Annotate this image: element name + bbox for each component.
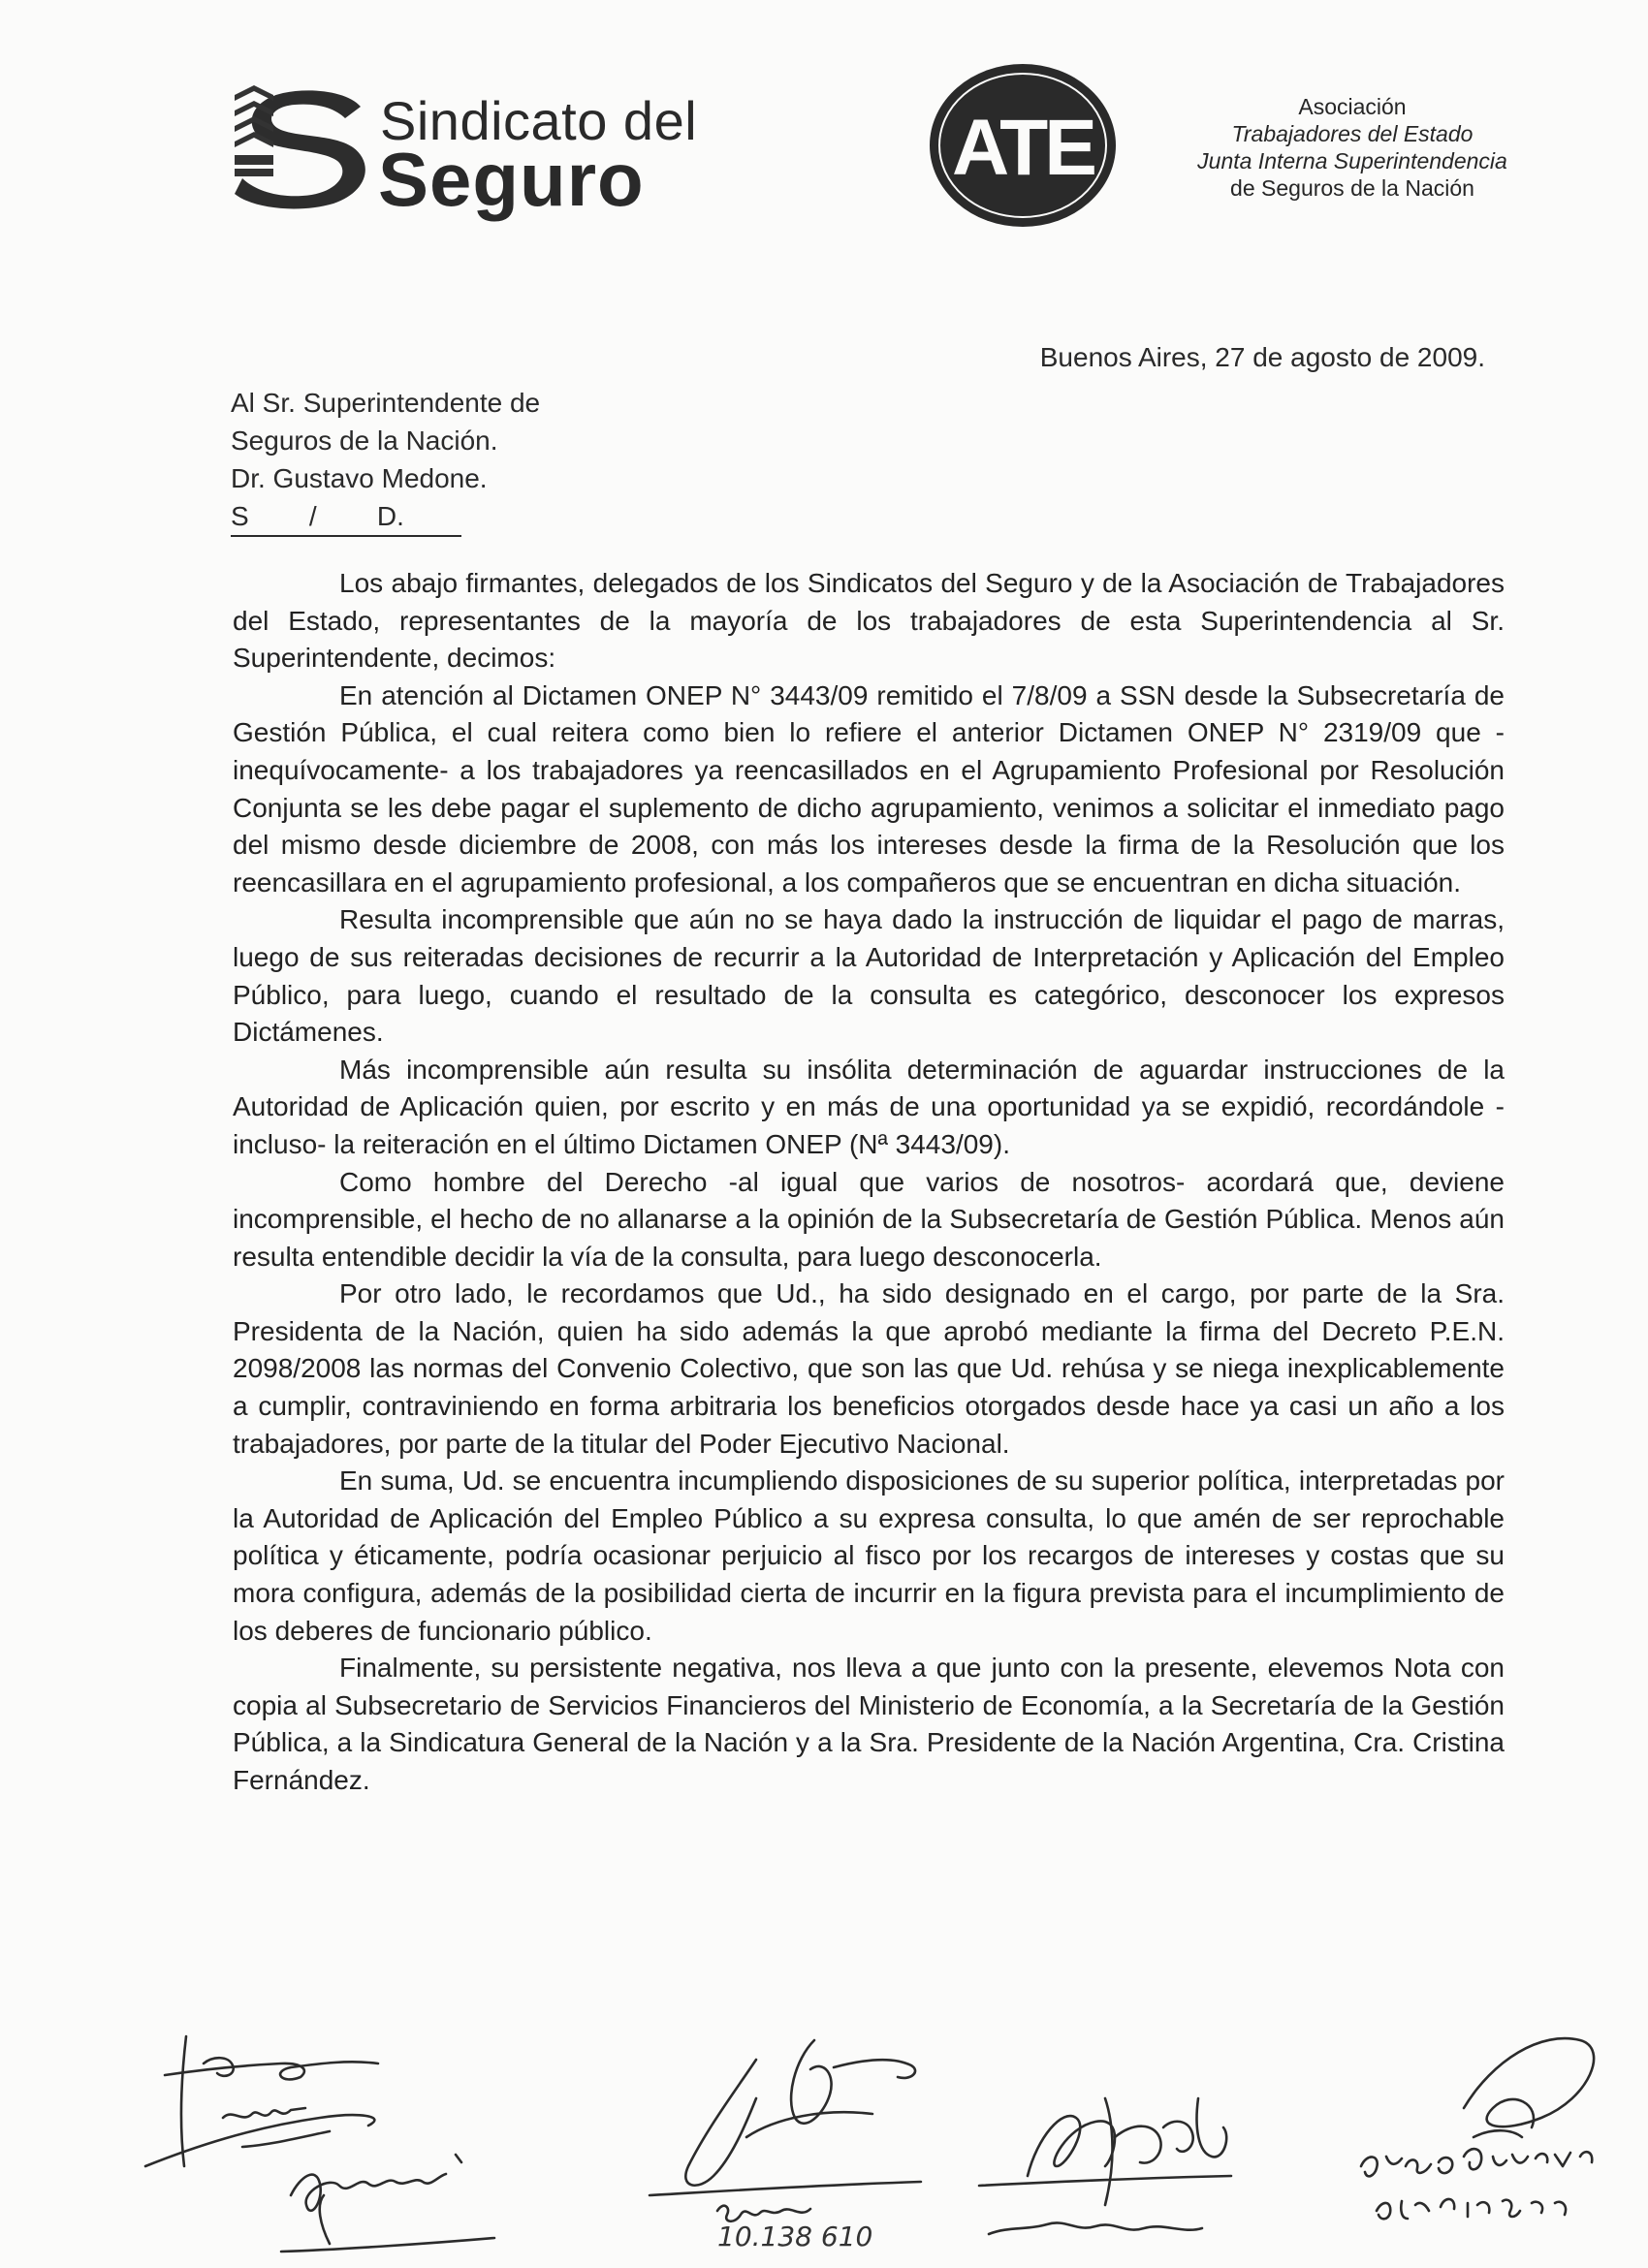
paragraph-3: Resulta incomprensible que aún no se haya dado la instrucción de liquidar el pago de marras, luego de sus reiteradas decisiones de recurrir a la Autoridad de Interpretación y Aplicación del Empleo Público, para luego, cuando el resultado de la consulta es categórico, desconocer los expresos Dictámenes. (233, 904, 1505, 1048)
ate-logo (926, 60, 1120, 230)
sindicato-del-seguro-logo (233, 85, 853, 222)
association-line-1: Asociación (1298, 94, 1407, 119)
signature-3-drawing (969, 2040, 1260, 2258)
signature-1-drawing (136, 2031, 553, 2263)
letter-body (233, 565, 1505, 1800)
logo-line-2: Seguro (378, 137, 645, 222)
stairs-icon (233, 85, 275, 177)
signature-2-note: 10.138 610 (717, 2221, 873, 2252)
paragraph-1: Los abajo firmantes, delegados de los Sindicatos del Seguro y de la Asociación de Trabajadores del Estado, representantes de la mayoría de los trabajadores de esta Superintendencia al Sr. Superintendente, decimos: (233, 568, 1505, 674)
letter-date: Buenos Aires, 27 de agosto de 2009. (1039, 342, 1485, 372)
signature-4-drawing (1347, 2021, 1619, 2234)
addressee-line-3: Dr. Gustavo Medone. (231, 463, 488, 493)
signature-2-drawing (630, 2021, 940, 2244)
signature-2 (630, 2021, 940, 2252)
ate-logo-text: ATE (952, 104, 1093, 192)
signatures-area (0, 2021, 1648, 2266)
signature-4 (1347, 2021, 1619, 2239)
paragraph-7: En suma, Ud. se encuentra incumpliendo disposiciones de su superior política, interpretadas por la Autoridad de Aplicación del Empleo Público a su expresa consulta, lo que amén de ser reprochable política y éticamente, podría ocasionar perjuicio al fisco por los recargos de intereses y costas que su mora configura, además de la posibilidad cierta de incurrir en la figura prevista para el incumplimiento de los deberes de funcionario público. (233, 1465, 1505, 1646)
paragraph-5: Como hombre del Derecho -al igual que varios de nosotros- acordará que, deviene incomprensible, el hecho de no allanarse a la opinión de la Subsecretaría de Gestión Pública. Menos aún resulta entendible decidir la vía de la consulta, para luego desconocerla. (233, 1166, 1505, 1272)
association-line-3: Junta Interna Superintendencia (1197, 148, 1507, 173)
association-line-4: de Seguros de la Nación (1230, 175, 1474, 201)
association-line-2: Trabajadores del Estado (1231, 121, 1474, 146)
paragraph-6: Por otro lado, le recordamos que Ud., ha sido designado en el cargo, por parte de la Sra. Presidenta de la Nación, quien ha sido además la que aprobó mediante la firma del Decreto P.E.N. 2098/2008 las normas del Convenio Colectivo, que son las que Ud. rehúsa y se niega inexplicablemente a cumplir, contraviniendo en forma arbitraria los beneficios otorgados desde hace ya casi un año a los trabajadores, por parte de la titular del Poder Ejecutivo Nacional. (233, 1278, 1505, 1459)
signature-3 (969, 2040, 1260, 2263)
addressee-line-1: Al Sr. Superintendente de (231, 388, 541, 418)
logo-line-1: Sindicato del (380, 90, 698, 151)
association-header (1134, 93, 1570, 202)
addressee-line-4: S / D. (231, 497, 461, 537)
addressee-line-2: Seguros de la Nación. (231, 425, 498, 456)
paragraph-8: Finalmente, su persistente negativa, nos lleva a que junto con la presente, elevemos Nota con copia al Subsecretario de Servicios Financieros del Ministerio de Economía, a la Secretaría de la Gestión Pública, a la Sindicatura General de la Nación y a la Sra. Presidente de la Nación Argentina, Cra. Cristina Fernández. (233, 1653, 1505, 1795)
addressee-block (231, 384, 540, 537)
paragraph-4: Más incomprensible aún resulta su insólita determinación de aguardar instrucciones de la Autoridad de Aplicación quien, por escrito y en más de una oportunidad ya se expidió, recordándole -incluso- la reiteración en el último Dictamen ONEP (Nª 3443/09). (233, 1054, 1505, 1159)
paragraph-2: En atención al Dictamen ONEP N° 3443/09 remitido el 7/8/09 a SSN desde la Subsecretaría de Gestión Pública, el cual reitera como bien lo refiere el anterior Dictamen ONEP N° 2319/09 que -inequívocamente- a los trabajadores ya reencasillados en el Agrupamiento Profesional por Resolución Conjunta se les debe pagar el suplemento de dicho agrupamiento, venimos a solicitar el inmediato pago del mismo desde diciembre de 2008, con más los intereses desde la firma de la Resolución que los reencasillara en el agrupamiento profesional, a los compañeros que se encuentran en dicha situación. (233, 679, 1505, 898)
signature-1 (136, 2031, 553, 2268)
